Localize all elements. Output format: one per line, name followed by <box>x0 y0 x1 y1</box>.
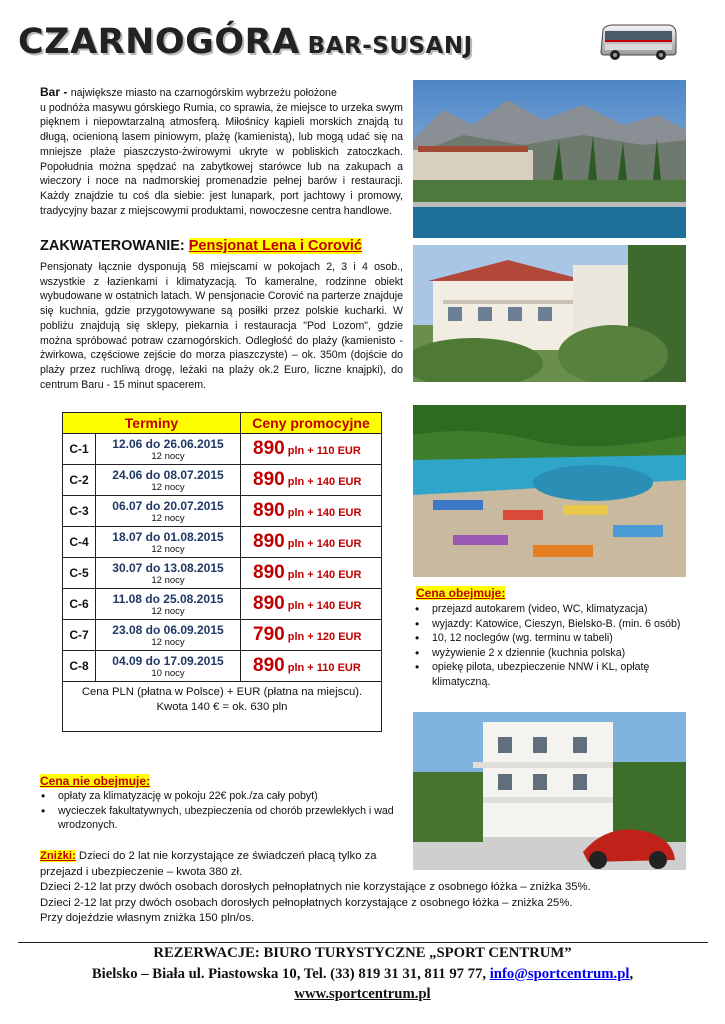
term-date-range: 30.07 do 13.08.2015 <box>112 560 224 575</box>
price-pln: 890 <box>253 469 285 490</box>
includes-heading: Cena obejmuje: <box>416 586 506 600</box>
term-dates <box>96 558 241 589</box>
photo-bar-coast <box>413 80 686 238</box>
list-item: • wyjazdy: Katowice, Cieszyn, Bielsko-B. (min. 6 osób) <box>414 617 704 632</box>
bus-icon <box>597 20 679 62</box>
price-note <box>63 682 382 732</box>
term-date-range: 18.07 do 01.08.2015 <box>112 529 224 544</box>
term-code: C-2 <box>63 465 96 496</box>
price-extra: pln + 120 EUR <box>284 631 362 643</box>
list-item: • przejazd autokarem (video, WC, klimatyzacja) <box>414 602 704 617</box>
table-row <box>63 434 382 465</box>
price-pln: 890 <box>253 593 285 614</box>
list-item: • opłaty za klimatyzację w pokoju 22€ pok./za cały pobyt) <box>40 789 400 804</box>
footer-line-2 <box>0 964 725 985</box>
intro-text <box>40 85 403 218</box>
intro-line1: największe miasto na czarnogórskim wybrzeżu położone <box>70 87 337 99</box>
table-row <box>63 651 382 682</box>
term-price <box>241 527 382 558</box>
price-extra: pln + 140 EUR <box>284 600 362 612</box>
price-table <box>62 412 382 732</box>
table-row <box>63 527 382 558</box>
term-price <box>241 465 382 496</box>
term-date-range: 06.07 do 20.07.2015 <box>112 498 224 513</box>
price-extra: pln + 140 EUR <box>284 569 362 581</box>
photo-pension-corovic <box>413 712 686 870</box>
term-date-range: 04.09 do 17.09.2015 <box>112 653 224 668</box>
price-note-line1: Cena PLN (płatna w Polsce) + EUR (płatna na miejscu). <box>81 686 363 698</box>
term-code: C-4 <box>63 527 96 558</box>
discount-line-3: Dzieci 2-12 lat przy dwóch osobach dorosłych pełnopłatnych nie korzystające z osobnego łóżka – zniżka 35%. <box>40 881 591 893</box>
photo-pension-lena <box>413 245 686 382</box>
term-dates <box>96 465 241 496</box>
title-main: CZARNOGÓRA <box>18 22 300 62</box>
accommodation-name: Pensjonat Lena i Corović <box>188 238 362 254</box>
term-code: C-8 <box>63 651 96 682</box>
email-link[interactable]: info@sportcentrum.pl <box>489 965 630 982</box>
price-pln: 790 <box>253 624 285 645</box>
table-header <box>63 413 382 434</box>
term-dates <box>96 527 241 558</box>
excludes-heading: Cena nie obejmuje: <box>40 774 151 788</box>
list-item: • 10, 12 noclegów (wg. terminu w tabeli) <box>414 631 704 646</box>
term-code: C-5 <box>63 558 96 589</box>
discount-line-4: Dzieci 2-12 lat przy dwóch osobach dorosłych pełnopłatnych korzystające z osobnego łóżka – zniżka 25%. <box>40 896 573 909</box>
term-nights: 12 nocy <box>151 543 185 555</box>
table-row <box>63 558 382 589</box>
term-date-range: 24.06 do 08.07.2015 <box>112 467 224 482</box>
accommodation-label: ZAKWATEROWANIE: <box>40 238 189 254</box>
discount-line-5: Przy dojeździe własnym zniżka 150 pln/os. <box>40 912 255 924</box>
term-date-range: 23.08 do 06.09.2015 <box>112 622 224 637</box>
price-pln: 890 <box>253 531 285 552</box>
term-nights: 10 nocy <box>151 667 185 679</box>
price-extra: pln + 140 EUR <box>284 538 362 550</box>
term-dates <box>96 651 241 682</box>
footer-line-1: REZERWACJE: BIURO TURYSTYCZNE „SPORT CENTRUM” <box>153 945 572 961</box>
price-pln: 890 <box>253 562 285 583</box>
table-row <box>63 589 382 620</box>
term-code: C-3 <box>63 496 96 527</box>
col-header-prices: Ceny promocyjne <box>241 413 382 434</box>
term-code: C-7 <box>63 620 96 651</box>
price-note-line2: Kwota 140 € = ok. 630 pln <box>156 701 288 713</box>
term-date-range: 11.08 do 25.08.2015 <box>112 591 224 606</box>
col-header-terms: Terminy <box>63 413 241 434</box>
footer-comma: , <box>629 965 634 982</box>
list-item: • wyżywienie 2 x dziennie (kuchnia polska) <box>414 646 704 661</box>
price-extra: pln + 110 EUR <box>284 662 361 674</box>
includes-list <box>414 602 704 689</box>
term-price <box>241 589 382 620</box>
accommodation-text: Pensjonaty łącznie dysponują 58 miejscami w pokojach 2, 3 i 4 osob., wszystkie z łazienkami i klimatyzacją. To kameralne, rodzinne obiekt wybudowane w ostatnich latach. W pensjonacie Corović na parterze znajduje się kuchnia, gdzie przygotowywane są posiłki przez polskie kucharki. W pobliżu znajdują się sklepy, piekarnia i restauracja "Pod Lozom", gdzie można spróbować potraw czarnogórskich. Odległość do plaży (kamienisto - żwirkowa, częściowe zejście do morza piaszczyste) – ok. 350m (dojście do plaży przez ruchliwą drogę, leżaki na plaży ok.2 Euro, liczne knajpki), do centrum Baru - 15 minut spacerem. <box>40 261 403 391</box>
term-price <box>241 496 382 527</box>
website-link[interactable]: www.sportcentrum.pl <box>294 986 431 1002</box>
price-extra: pln + 110 EUR <box>284 445 361 457</box>
term-price <box>241 651 382 682</box>
excludes-list <box>40 789 400 833</box>
term-price <box>241 620 382 651</box>
list-item: • opiekę pilota, ubezpieczenie NNW i KL, opłatę klimatyczną. <box>414 660 704 689</box>
term-price <box>241 558 382 589</box>
term-nights: 12 nocy <box>151 605 185 617</box>
page-title <box>18 22 473 66</box>
table-row <box>63 465 382 496</box>
term-price <box>241 434 382 465</box>
footer <box>0 943 725 1005</box>
list-item: • wycieczek fakultatywnych, ubezpieczenia od chorób przewlekłych i wad wrodzonych. <box>40 804 400 833</box>
term-dates <box>96 434 241 465</box>
price-pln: 890 <box>253 655 285 676</box>
term-nights: 12 nocy <box>151 450 185 462</box>
price-pln: 890 <box>253 500 285 521</box>
intro-lead: Bar - <box>40 85 71 99</box>
table-row <box>63 496 382 527</box>
term-nights: 12 nocy <box>151 512 185 524</box>
table-row <box>63 620 382 651</box>
discount-line-2: przejazd i ubezpieczenie – kwota 380 zł. <box>40 865 243 878</box>
term-code: C-6 <box>63 589 96 620</box>
discounts-label: Zniżki: <box>40 850 76 862</box>
footer-address: Bielsko – Biała ul. Piastowska 10, Tel. (33) 819 31 31, 811 97 77, <box>91 965 490 982</box>
term-code: C-1 <box>63 434 96 465</box>
price-pln: 890 <box>253 438 285 459</box>
term-date-range: 12.06 do 26.06.2015 <box>112 436 224 451</box>
term-dates <box>96 496 241 527</box>
term-nights: 12 nocy <box>151 636 185 648</box>
term-nights: 12 nocy <box>151 574 185 586</box>
accommodation-heading <box>40 238 362 254</box>
photo-beach <box>413 405 686 577</box>
discount-line-1: Dzieci do 2 lat nie korzystające ze świadczeń płacą tylko za <box>75 850 377 862</box>
term-nights: 12 nocy <box>151 481 185 493</box>
price-extra: pln + 140 EUR <box>284 476 362 488</box>
title-sub: BAR-SUSANJ <box>307 33 473 59</box>
term-dates <box>96 589 241 620</box>
intro-body: u podnóża masywu górskiego Rumia, co sprawia, że miejsce to urzeka swym pięknem i niepowtarzalną atmosferą. Miłośnicy kąpieli morskich znajdą tu długą, ocienioną lasem piniowym, plażę (kamienistą), lub mogą udać się na mniejsze plaże piaszczysto-żwirowymi ukryte w pobliskich zatoczkach. Popołudnia można spędzać na zabytkowej starówce lub na zakupach a wieczory i noce na nadmorskiej promenadzie pełnej barów i restauracji. Każdy znajdzie tu coś dla siebie: jest lunapark, port jachtowy i promowy, tradycyjny bazar z miejscowymi produktami, nowoczesne centra handlowe. <box>40 101 403 217</box>
discounts-section <box>40 849 591 927</box>
term-dates <box>96 620 241 651</box>
price-extra: pln + 140 EUR <box>284 507 362 519</box>
